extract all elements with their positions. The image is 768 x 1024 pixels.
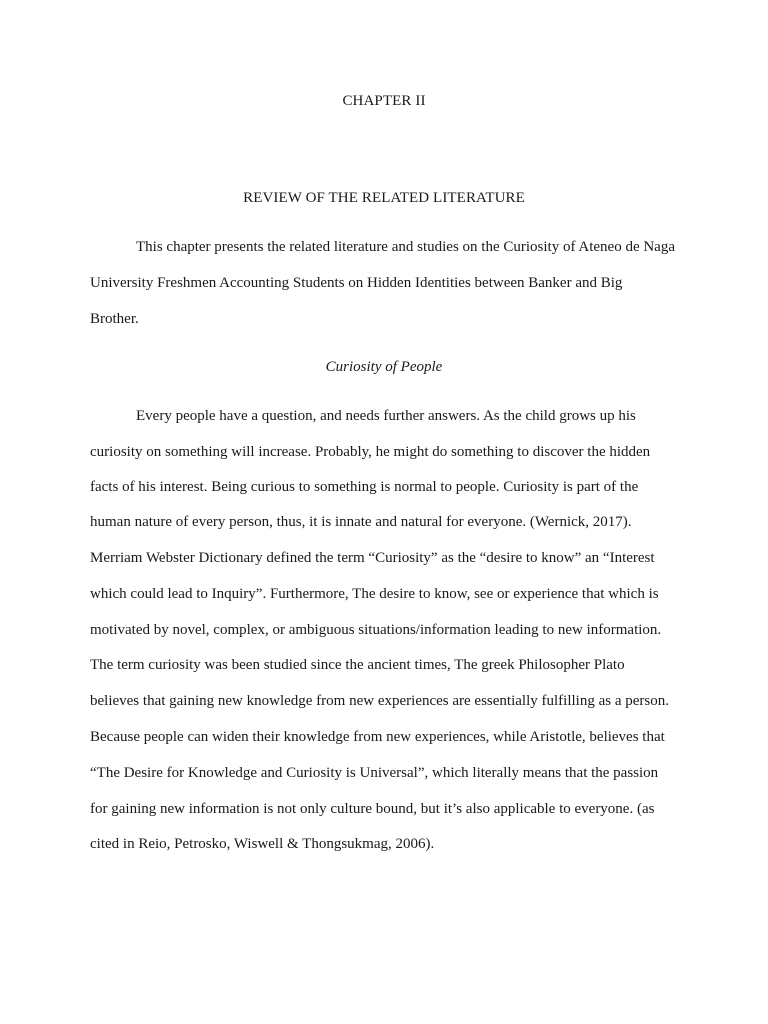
intro-line: University Freshmen Accounting Students on Hidden Identities between Banker and Big <box>90 275 623 291</box>
body-line: facts of his interest. Being curious to something is normal to people. Curiosity is part of the <box>90 479 639 495</box>
body-line: human nature of every person, thus, it is innate and natural for everyone. (Wernick, 2017). <box>90 514 632 530</box>
body-line: for gaining new information is not only culture bound, but it’s also applicable to everyone. (as <box>90 801 655 817</box>
body-line: The term curiosity was been studied since the ancient times, The greek Philosopher Plato <box>90 657 625 673</box>
body-line: cited in Reio, Petrosko, Wiswell & Thongsukmag, 2006). <box>90 836 435 852</box>
body-line: “The Desire for Knowledge and Curiosity is Universal”, which literally means that the passion <box>90 765 659 781</box>
intro-line: This chapter presents the related literature and studies on the Curiosity of Ateneo de Naga <box>136 239 675 255</box>
chapter-label: CHAPTER II <box>342 93 426 109</box>
body-line: Because people can widen their knowledge from new experiences, while Aristotle, believes that <box>90 729 665 745</box>
body-line: motivated by novel, complex, or ambiguous situations/information leading to new information. <box>90 622 662 638</box>
body-line: curiosity on something will increase. Probably, he might do something to discover the hidden <box>90 444 651 460</box>
body-line: believes that gaining new knowledge from new experiences are essentially fulfilling as a person. <box>90 693 669 709</box>
section-title: REVIEW OF THE RELATED LITERATURE <box>243 190 525 206</box>
subsection-title: Curiosity of People <box>325 359 443 375</box>
body-line: which could lead to Inquiry”. Furthermore, The desire to know, see or experience that which is <box>90 586 659 602</box>
intro-line: Brother. <box>90 311 139 327</box>
body-line: Merriam Webster Dictionary defined the term “Curiosity” as the “desire to know” an “Interest <box>90 550 655 566</box>
body-line: Every people have a question, and needs further answers. As the child grows up his <box>136 408 636 424</box>
